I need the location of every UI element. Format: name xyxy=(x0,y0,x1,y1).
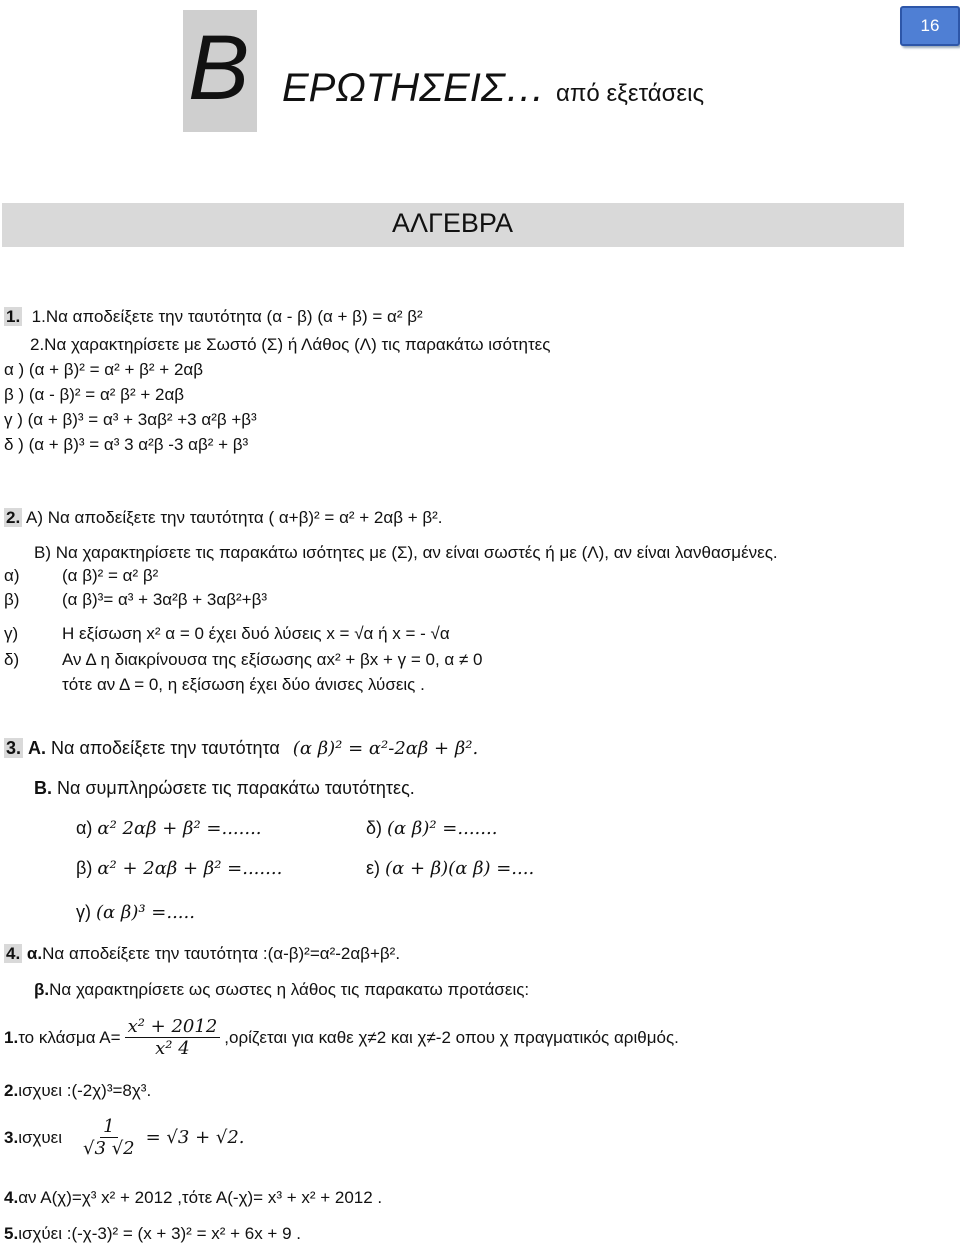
q3-item-e xyxy=(366,858,534,879)
q3-b-item-label: β) xyxy=(76,858,93,878)
q2-c-text: Η εξίσωση x² α = 0 έχει δυό λύσεις x = √α ή x = - √α xyxy=(62,624,450,643)
q3-part-b xyxy=(34,778,415,799)
q2-item-b xyxy=(4,590,268,610)
q2-part-b: Β) Να χαρακτηρίσετε τις παρακάτω ισότητες με (Σ), αν είναι σωστές ή με (Λ), αν είναι λανθασμένες. xyxy=(34,543,778,562)
q4-statement-5 xyxy=(4,1224,301,1244)
q3-part-a xyxy=(4,738,478,759)
q4-s3-label: 3. xyxy=(4,1127,19,1147)
q2-part-a xyxy=(4,508,443,528)
title-main: ΕΡΩΤΗΣΕΙΣ… xyxy=(282,66,545,110)
q4-statement-4 xyxy=(4,1188,382,1208)
q4-s5-text: ισχύει :(-χ-3)² = (x + 3)² = x² + 6x + 9 . xyxy=(18,1224,301,1243)
q1-number: 1. xyxy=(6,307,21,326)
section-title: ΑΛΓΕΒΡΑ xyxy=(392,208,513,238)
page-number-badge xyxy=(900,6,960,46)
q2-a-text: Α) Να αποδείξετε την ταυτότητα ( α+β)² = α² + 2αβ + β². xyxy=(25,508,443,527)
q1-item-d: δ ) (α + β)³ = α³ 3 α²β -3 αβ² + β³ xyxy=(4,435,249,454)
q3-item-a xyxy=(76,818,262,839)
q4-number: 4. xyxy=(6,944,21,963)
q2-b-text: (α β)³= α³ + 3α²β + 3αβ²+β³ xyxy=(62,590,268,609)
q3-d-item-label: δ) xyxy=(366,818,383,838)
q4-part-b xyxy=(34,980,529,1000)
q3-b-text: Να συμπληρώσετε τις παρακάτω ταυτότητες. xyxy=(57,778,415,798)
q4-a-text: Να αποδείξετε την ταυτότητα :(α-β)²=α²-2αβ+β². xyxy=(42,944,401,963)
q1-item-a: α ) (α + β)² = α² + β² + 2αβ xyxy=(4,360,204,379)
q4-s1-pre: το κλάσμα Α= xyxy=(18,1027,121,1047)
q4-s1-denominator: x² 4 xyxy=(155,1038,190,1059)
q3-b-item: α² + 2αβ + β² =....... xyxy=(97,858,283,879)
page-number: 16 xyxy=(920,16,940,35)
q4-statement-1 xyxy=(4,1016,679,1059)
header-letter: B xyxy=(188,17,250,119)
q2-item-c xyxy=(4,624,450,644)
q4-s2-text: ισχυει :(-2χ)³=8χ³. xyxy=(18,1081,152,1100)
q2-item-d xyxy=(4,650,483,670)
q2-d-text: Αν Δ η διακρίνουσα της εξίσωσης αx² + βx + γ = 0, α ≠ 0 xyxy=(62,650,483,669)
q4-s1-numerator: x² + 2012 xyxy=(125,1016,221,1038)
q3-item-d xyxy=(366,818,497,839)
q4-s1-post: ,ορίζεται για καθε χ≠2 και χ≠-2 οπου χ πραγματικός αριθμός. xyxy=(224,1027,679,1047)
q4-s3-pre: ισχυει xyxy=(18,1127,63,1147)
q2-item-a xyxy=(4,566,159,586)
q3-c-item-label: γ) xyxy=(76,902,91,922)
q3-item-b xyxy=(76,858,282,879)
q4-b-text: Να χαρακτηρίσετε ως σωστες η λάθος τις παρακατω προτάσεις: xyxy=(49,980,530,999)
q2-a-text: (α β)² = α² β² xyxy=(62,566,159,585)
q1-line1 xyxy=(4,307,423,327)
q2-a-label: α) xyxy=(4,566,20,585)
q3-item-c xyxy=(76,902,195,923)
q3-a-math: (α β)² = α²-2αβ + β². xyxy=(292,738,479,759)
q2-b-label: β) xyxy=(4,590,20,609)
q3-a-label: Α. xyxy=(28,738,47,758)
q4-statement-2 xyxy=(4,1081,151,1101)
q4-s2-label: 2. xyxy=(4,1081,19,1100)
q3-a-text: Να αποδείξετε την ταυτότητα xyxy=(51,738,280,758)
q4-s3-denominator: √3 √2 xyxy=(83,1138,135,1159)
q1-item-c: γ ) (α + β)³ = α³ + 3αβ² +3 α²β +β³ xyxy=(4,410,257,429)
q4-a-label: α. xyxy=(26,944,43,963)
q4-s1-fraction xyxy=(125,1016,221,1059)
q3-d-item: (α β)² =....... xyxy=(387,818,498,839)
q4-part-a xyxy=(4,944,400,964)
q2-d-label: δ) xyxy=(4,650,20,669)
q3-c-item: (α β)³ =..... xyxy=(96,902,195,923)
q2-c-label: γ) xyxy=(4,624,19,643)
page-title xyxy=(282,66,704,111)
q4-s4-label: 4. xyxy=(4,1188,19,1207)
q4-s3-fraction xyxy=(80,1116,138,1159)
q4-s3-post: = √3 + √2. xyxy=(145,1127,245,1148)
q3-number: 3. xyxy=(6,738,22,758)
q3-a-item-label: α) xyxy=(76,818,93,838)
q3-a-item: α² 2αβ + β² =....... xyxy=(97,818,262,839)
title-sub: από εξετάσεις xyxy=(556,80,705,107)
q2-number: 2. xyxy=(6,508,21,527)
q4-s3-numerator: 1 xyxy=(100,1116,117,1138)
q1-item-b: β ) (α - β)² = α² β² + 2αβ xyxy=(4,385,185,404)
q3-e-item: (α + β)(α β) =.... xyxy=(385,858,535,879)
q4-s4-text: αν Α(χ)=χ³ x² + 2012 ,τότε Α(-χ)= x³ + x² + 2012 . xyxy=(18,1188,383,1207)
q4-b-label: β. xyxy=(34,980,50,999)
q4-s1-label: 1. xyxy=(4,1027,19,1047)
q1-text1: 1.Να αποδείξετε την ταυτότητα (α - β) (α + β) = α² β² xyxy=(31,307,423,326)
q3-b-label: Β. xyxy=(34,778,52,798)
q4-s5-label: 5. xyxy=(4,1224,19,1243)
q1-line2: 2.Να χαρακτηρίσετε με Σωστό (Σ) ή Λάθος (Λ) τις παρακάτω ισότητες xyxy=(30,335,551,354)
q2-item-d-cont: τότε αν Δ = 0, η εξίσωση έχει δύο άνισες λύσεις . xyxy=(62,675,425,694)
q3-e-item-label: ε) xyxy=(366,858,381,878)
q4-statement-3 xyxy=(4,1116,245,1159)
